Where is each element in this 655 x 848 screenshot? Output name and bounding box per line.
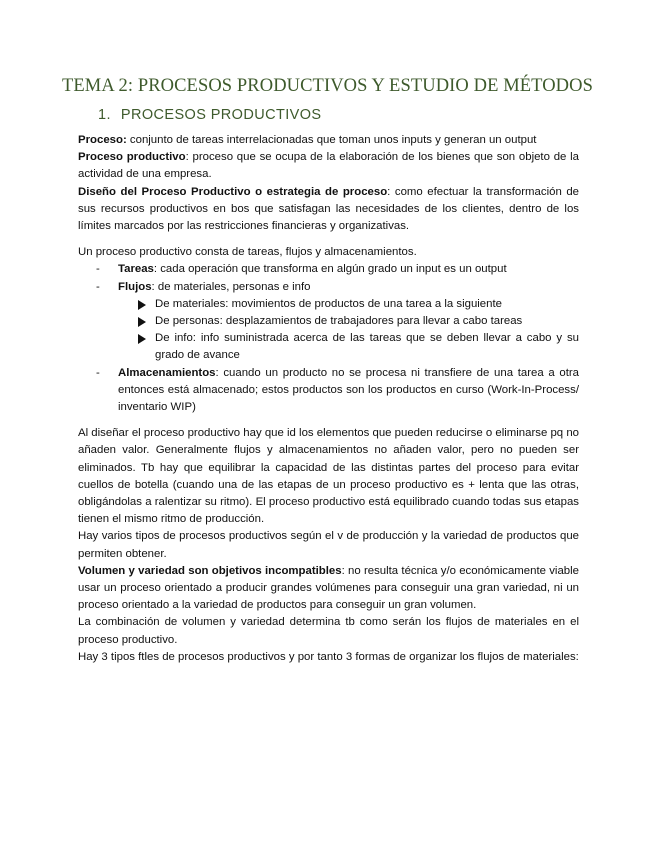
sublist-item: De materiales: movimientos de productos de una tarea a la siguiente	[155, 296, 579, 313]
flows-sublist	[118, 296, 579, 365]
paragraph-design: Al diseñar el proceso productivo hay que id los elementos que pueden reducirse o eliminarse pq no añaden valor. Generalmente flujos y almacenamientos no añaden valor, pero no pueden ser eliminados. Tb hay que equilibrar la capacidad de las distintas partes del proceso para evitar cuellos de botella (cuando una de las etapas de un proceso productivo es + lenta que las otras, obligándolas a ralentizar su ritmo). El proceso productivo está equilibrado cuando todas sus etapas tienen el mismo ritmo de producción.	[78, 427, 579, 526]
item-term: Flujos	[118, 280, 152, 293]
paragraph-volume-variety: Volumen y variedad son objetivos incompatibles: no resulta técnica y/o económicamente viable usar un proceso orientado a producir grandes volúmenes para conseguir una gran variedad, ni un proceso orientado a la variedad de productos para conseguir un gran volumen.	[78, 564, 579, 612]
document-body	[78, 132, 579, 666]
paragraph-term: Volumen y variedad son objetivos incompatibles	[78, 564, 342, 577]
section-number: 1.	[98, 107, 111, 123]
list-item-flujos	[118, 279, 579, 365]
definition-text: : proceso que se ocupa de la elaboración de los bienes que son objeto de la actividad de una empresa.	[78, 151, 579, 181]
sublist-item: De info: info suministrada acerca de las tareas que se deben llevar a cabo y su grado de avance	[155, 330, 579, 364]
item-text: : cuando un producto no se procesa ni transfiere de una tarea a otra entonces está almacenado; estos productos son los productos en curso (Work-In-Process/ inventario WIP)	[118, 366, 579, 414]
definition-term: Diseño del Proceso Productivo o estrategia de proceso	[78, 185, 388, 198]
item-term: Tareas	[118, 263, 154, 276]
paragraph-combination: La combinación de volumen y variedad determina tb como serán los flujos de materiales en el proceso productivo.	[78, 616, 579, 646]
list-item-almacenamientos	[118, 365, 579, 417]
section-heading	[98, 107, 321, 123]
definition-proceso	[78, 132, 579, 149]
arrow-bullet-icon	[138, 317, 146, 327]
paragraph-types: Hay varios tipos de procesos productivos según el v de producción y la variedad de productos que permiten obtener.	[78, 530, 579, 560]
item-text: : cada operación que transforma en algún grado un input es un output	[153, 263, 507, 276]
paragraph-three-types: Hay 3 tipos ftles de procesos productivos y por tanto 3 formas de organizar los flujos de materiales:	[78, 650, 579, 663]
arrow-bullet-icon	[138, 300, 146, 310]
definition-term: Proceso:	[78, 134, 127, 146]
definition-text: conjunto de tareas interrelacionadas que toman unos inputs y generan un output	[126, 134, 537, 146]
definition-diseno	[78, 184, 579, 236]
page-title: TEMA 2: PROCESOS PRODUCTIVOS Y ESTUDIO DE MÉTODOS	[61, 76, 593, 96]
sublist-item: De personas: desplazamientos de trabajadores para llevar a cabo tareas	[155, 313, 579, 330]
section-heading-text: PROCESOS PRODUCTIVOS	[120, 107, 322, 123]
arrow-bullet-icon	[138, 334, 146, 344]
components-list	[78, 261, 579, 416]
intro-paragraph: Un proceso productivo consta de tareas, flujos y almacenamientos.	[78, 246, 417, 259]
item-text: : de materiales, personas e info	[151, 280, 311, 293]
item-term: Almacenamientos	[118, 366, 216, 379]
list-item-tareas	[118, 261, 579, 278]
definition-text: : como efectuar la transformación de sus recursos productivos en bos que satisfagan las necesidades de los clientes, dentro de los límites marcados por las restricciones financieras y organizativas.	[78, 185, 580, 233]
definition-term: Proceso productivo	[78, 151, 186, 164]
definition-proceso-productivo	[78, 149, 579, 183]
